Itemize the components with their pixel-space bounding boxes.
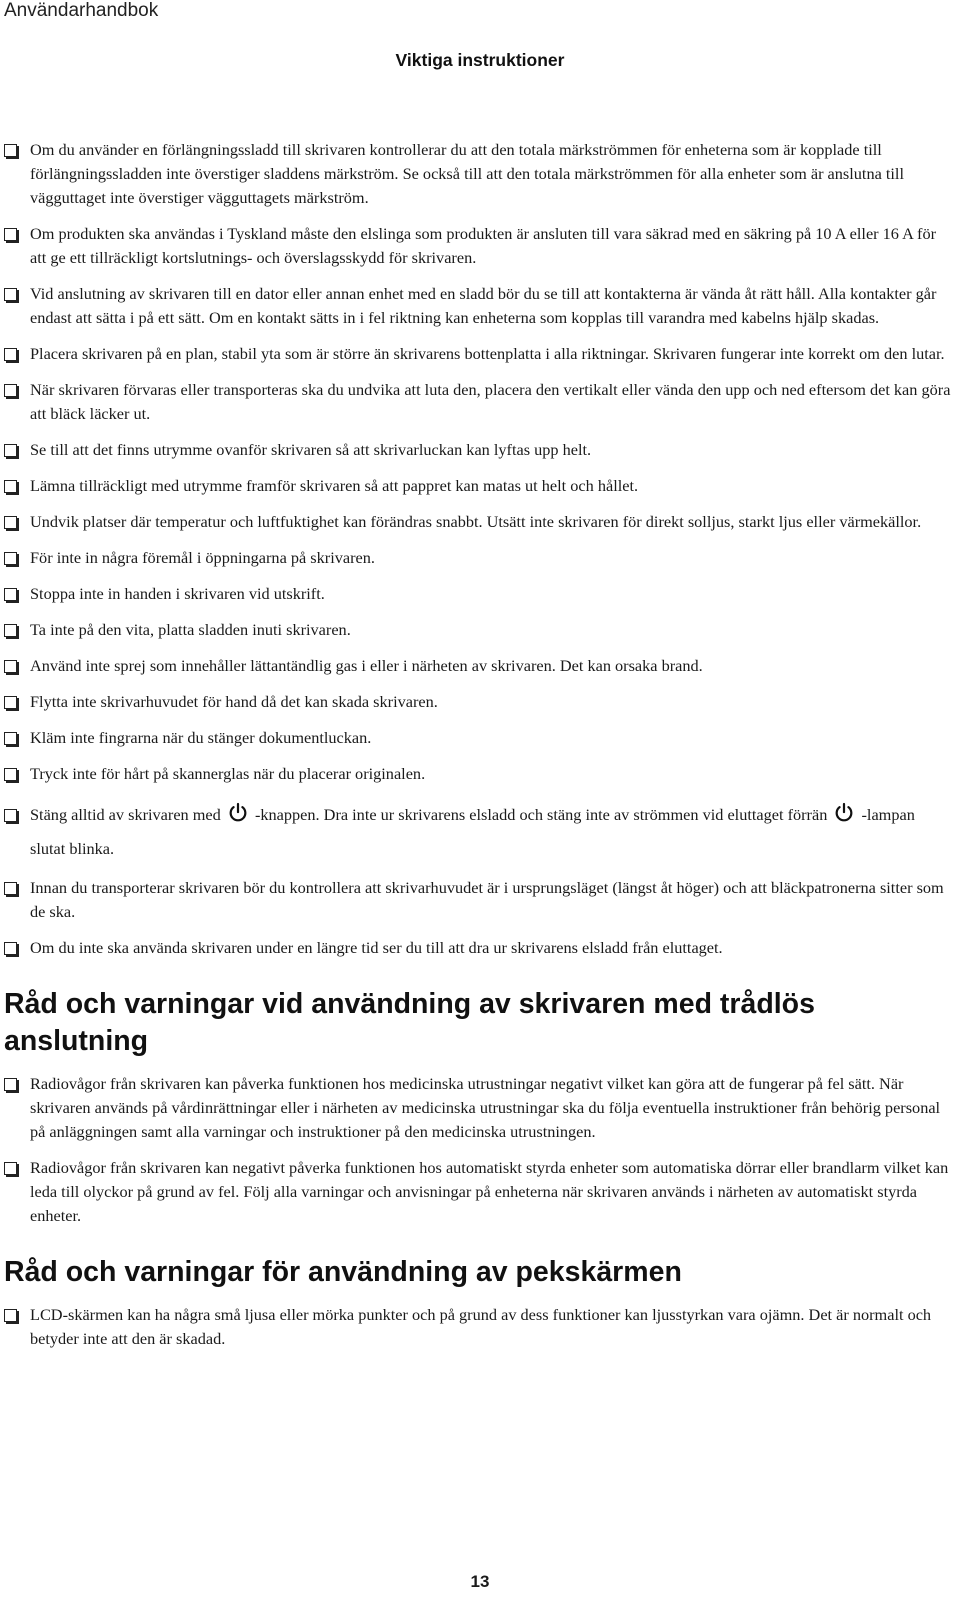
checkbox-bullet-icon (4, 732, 17, 745)
list-item: Kläm inte fingrarna när du stänger dokumentluckan. (4, 726, 954, 750)
checkbox-bullet-icon (4, 624, 17, 637)
section-heading-wireless: Råd och varningar vid användning av skrivaren med trådlös anslutning (4, 988, 815, 1057)
list-item: För inte in några föremål i öppningarna på skrivaren. (4, 546, 954, 570)
power-icon (227, 802, 249, 824)
list-item: Om du använder en förlängningssladd till skrivaren kontrollerar du att den totala märkströmmen för enheterna som är kopplade till förlängningssladden inte överstiger sladdens märkström. Se också till att den totala märkströmmen för alla enheter som är anslutna till vägguttaget inte överstiger vägguttagets märkström. (4, 138, 954, 210)
list-item: Flytta inte skrivarhuvudet för hand då det kan skada skrivaren. (4, 690, 954, 714)
page-content (4, 138, 954, 1363)
checkbox-bullet-icon (4, 1078, 17, 1091)
checkbox-bullet-icon (4, 228, 17, 241)
wireless-list (4, 1072, 954, 1228)
list-item: Tryck inte för hårt på skannerglas när du placerar originalen. (4, 762, 954, 786)
checkbox-bullet-icon (4, 588, 17, 601)
checkbox-bullet-icon (4, 696, 17, 709)
list-item: Undvik platser där temperatur och luftfuktighet kan förändras snabbt. Utsätt inte skrivaren för direkt solljus, starkt ljus eller värmekällor. (4, 510, 954, 534)
checkbox-bullet-icon (4, 516, 17, 529)
list-item-power: Stäng alltid av skrivaren med -knappen. Dra inte ur skrivarens elsladd och stäng inte av strömmen vid eluttaget förrän -lampan slutat blinka. (4, 798, 954, 866)
list-item: LCD-skärmen kan ha några små ljusa eller mörka punkter och på grund av dess funktioner kan ljusstyrkan vara ojämn. Det är normalt och betyder inte att den är skadad. (4, 1303, 954, 1351)
instruction-list (4, 138, 954, 960)
list-item: Se till att det finns utrymme ovanför skrivaren så att skrivarluckan kan lyftas upp helt. (4, 438, 954, 462)
page-number: 13 (470, 1572, 490, 1591)
checkbox-bullet-icon (4, 768, 17, 781)
list-item: Innan du transporterar skrivaren bör du kontrollera att skrivarhuvudet är i ursprungsläget (längst åt höger) och att bläckpatronerna sitter som de ska. (4, 876, 954, 924)
power-icon (833, 802, 855, 824)
checkbox-bullet-icon (4, 660, 17, 673)
list-item: Om du inte ska använda skrivaren under en längre tid ser du till att dra ur skrivarens elsladd från eluttaget. (4, 936, 954, 960)
checkbox-bullet-icon (4, 882, 17, 895)
list-item: Stoppa inte in handen i skrivaren vid utskrift. (4, 582, 954, 606)
checkbox-bullet-icon (4, 809, 17, 822)
checkbox-bullet-icon (4, 552, 17, 565)
list-item: Radiovågor från skrivaren kan påverka funktionen hos medicinska utrustningar negativt vilket kan göra att de fungerar på fel sätt. När skrivaren används på vårdinrättningar eller i närheten av medicinska utrustningar ska du följa eventuella instruktioner från behörig personal på anläggningen samt alla varningar och instruktioner på den medicinska utrustningen. (4, 1072, 954, 1144)
checkbox-bullet-icon (4, 348, 17, 361)
list-item: Ta inte på den vita, platta sladden inuti skrivaren. (4, 618, 954, 642)
checkbox-bullet-icon (4, 942, 17, 955)
list-item: När skrivaren förvaras eller transporteras ska du undvika att luta den, placera den vertikalt eller vända den upp och ned eftersom det kan göra att bläck läcker ut. (4, 378, 954, 426)
list-item: Lämna tillräckligt med utrymme framför skrivaren så att pappret kan matas ut helt och hållet. (4, 474, 954, 498)
touchscreen-list (4, 1303, 954, 1351)
list-item: Vid anslutning av skrivaren till en dator eller annan enhet med en sladd bör du se till att kontakterna är vända åt rätt håll. Alla kontakter går endast att sätta i på ett sätt. Om en kontakt sätts in i fel riktning kan enheterna som kopplas till varandra med kabelns hjälp skadas. (4, 282, 954, 330)
checkbox-bullet-icon (4, 1309, 17, 1322)
list-item: Om produkten ska användas i Tyskland måste den elslinga som produkten är ansluten till vara säkrad med en säkring på 10 A eller 16 A för att ge ett tillräckligt kortslutnings- och överslagsskydd för skrivaren. (4, 222, 954, 270)
checkbox-bullet-icon (4, 384, 17, 397)
checkbox-bullet-icon (4, 144, 17, 157)
list-item: Använd inte sprej som innehåller lättantändlig gas i eller i närheten av skrivaren. Det kan orsaka brand. (4, 654, 954, 678)
running-head: Användarhandbok (4, 0, 159, 21)
checkbox-bullet-icon (4, 480, 17, 493)
section-heading-touchscreen: Råd och varningar för användning av pekskärmen (4, 1256, 682, 1288)
section-title: Viktiga instruktioner (395, 50, 565, 70)
checkbox-bullet-icon (4, 444, 17, 457)
checkbox-bullet-icon (4, 288, 17, 301)
list-item: Placera skrivaren på en plan, stabil yta som är större än skrivarens bottenplatta i alla riktningar. Skrivaren fungerar inte korrekt om den lutar. (4, 342, 954, 366)
list-item: Radiovågor från skrivaren kan negativt påverka funktionen hos automatiskt styrda enheter som automatiska dörrar eller brandlarm vilket kan leda till olyckor på grund av fel. Följ alla varningar och anvisningar på enheterna när skrivaren används i närheten av automatiskt styrda enheter. (4, 1156, 954, 1228)
checkbox-bullet-icon (4, 1162, 17, 1175)
